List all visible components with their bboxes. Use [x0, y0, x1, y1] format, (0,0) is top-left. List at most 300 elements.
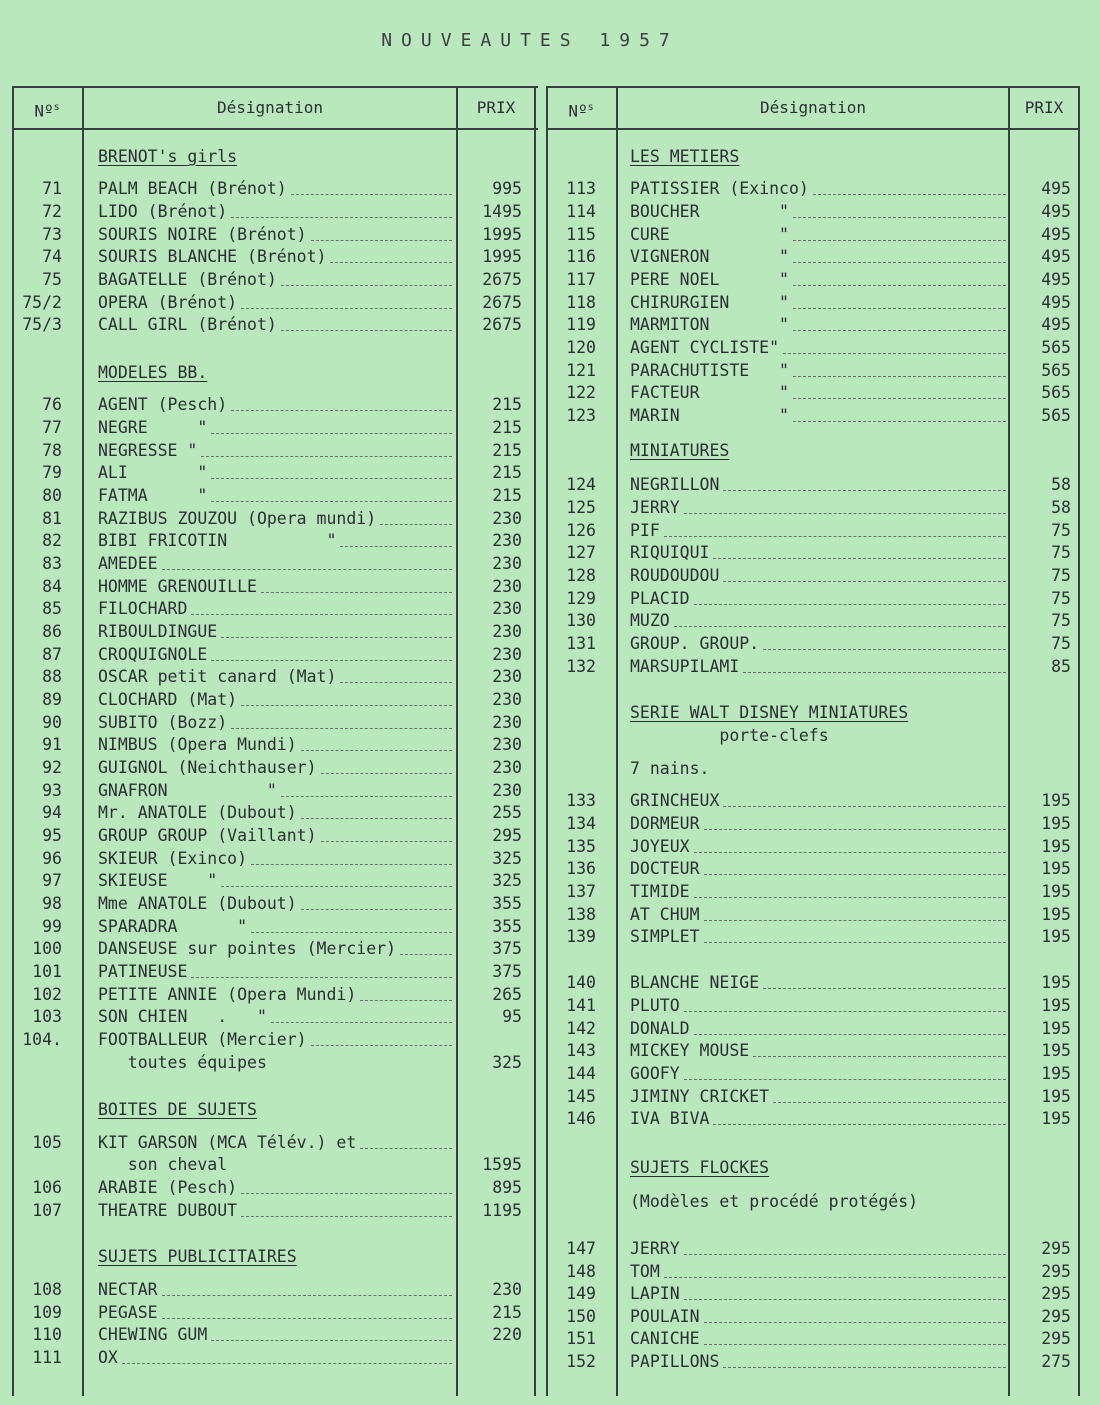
item-price: 230	[492, 509, 522, 528]
table-row	[12, 1200, 538, 1222]
table-row	[12, 1177, 538, 1199]
table-row	[12, 246, 538, 268]
right-table-body	[546, 130, 1080, 1396]
table-row	[12, 621, 538, 643]
table-row	[546, 725, 1080, 747]
section-heading-row	[12, 146, 538, 168]
item-number: 108	[32, 1280, 62, 1299]
leader-line	[664, 1277, 1006, 1278]
item-designation	[98, 598, 458, 620]
item-price: 230	[492, 645, 522, 664]
table-row	[546, 360, 1080, 382]
item-number: 134	[566, 814, 596, 833]
item-price: 195	[1041, 1019, 1071, 1038]
table-row	[12, 1347, 538, 1369]
item-number: 102	[32, 985, 62, 1004]
item-designation-text: KIT GARSON (MCA Télév.) et	[98, 1133, 357, 1152]
item-designation	[98, 394, 458, 416]
section-heading-text: BOITES DE SUJETS	[98, 1100, 257, 1119]
table-row	[12, 598, 538, 620]
leader-line	[674, 626, 1006, 627]
table-row	[12, 689, 538, 711]
leader-line	[162, 1318, 452, 1319]
item-designation-text: TIMIDE	[630, 882, 690, 901]
table-row	[546, 588, 1080, 610]
item-price: 295	[1041, 1307, 1071, 1326]
item-designation	[98, 201, 458, 223]
table-row	[12, 666, 538, 688]
item-designation	[98, 485, 458, 507]
item-number: 128	[566, 566, 596, 585]
item-price: 1995	[482, 225, 522, 244]
leader-line	[281, 285, 452, 286]
section-heading-row	[546, 702, 1080, 724]
table-row	[12, 485, 538, 507]
item-designation	[98, 462, 458, 484]
leader-line	[321, 841, 452, 842]
item-designation	[98, 961, 458, 983]
leader-line	[793, 330, 1006, 331]
item-designation-text: CURE "	[630, 225, 789, 244]
leader-line	[763, 649, 1006, 650]
table-row	[546, 520, 1080, 542]
leader-line	[162, 569, 452, 570]
item-designation-text: RIQUIQUI	[630, 543, 710, 562]
section-heading	[98, 362, 458, 384]
item-number: 126	[566, 521, 596, 540]
item-designation-text: PATISSIER (Exinco)	[630, 179, 809, 198]
table-row	[12, 1006, 538, 1028]
leader-line	[301, 818, 452, 819]
item-price: 295	[1041, 1329, 1071, 1348]
item-designation-text: LAPIN	[630, 1284, 680, 1303]
section-heading-text: SERIE WALT DISNEY MINIATURES	[630, 703, 909, 722]
item-designation	[630, 246, 1012, 268]
item-designation	[630, 474, 1012, 496]
item-designation	[630, 178, 1012, 200]
table-row	[546, 1086, 1080, 1108]
item-designation-text: SKIEUR (Exinco)	[98, 849, 248, 868]
leader-line	[723, 490, 1006, 491]
item-price: 565	[1041, 383, 1071, 402]
table-row	[546, 1063, 1080, 1085]
table-row	[546, 246, 1080, 268]
item-price: 195	[1041, 1064, 1071, 1083]
item-number: 141	[566, 996, 596, 1015]
item-designation-text: GROUP. GROUP.	[630, 634, 760, 653]
item-designation	[630, 1063, 1012, 1085]
item-number: 72	[42, 202, 62, 221]
item-designation	[630, 1108, 1012, 1130]
item-designation	[630, 292, 1012, 314]
item-number: 121	[566, 361, 596, 380]
item-designation	[98, 417, 458, 439]
item-designation	[98, 530, 458, 552]
item-price: 295	[492, 826, 522, 845]
item-designation-text: GUIGNOL (Neichthauser)	[98, 758, 317, 777]
item-designation	[630, 1018, 1012, 1040]
table-row	[12, 984, 538, 1006]
table-row	[12, 224, 538, 246]
table-row	[12, 292, 538, 314]
item-designation	[98, 1324, 458, 1346]
table-row	[546, 1351, 1080, 1373]
leader-line	[271, 1022, 452, 1023]
leader-line	[793, 262, 1006, 263]
table-row	[12, 870, 538, 892]
table-row	[12, 269, 538, 291]
item-designation-text: CANICHE	[630, 1329, 700, 1348]
item-number: 74	[42, 247, 62, 266]
item-number: 97	[42, 871, 62, 890]
item-price: 565	[1041, 406, 1071, 425]
table-top-border	[12, 86, 538, 88]
leader-line	[723, 1367, 1006, 1368]
item-designation-text: CALL GIRL (Brénot)	[98, 315, 277, 334]
table-row	[12, 576, 538, 598]
item-designation-text: 7 nains.	[630, 759, 710, 778]
item-designation-text: DORMEUR	[630, 814, 700, 833]
table-row	[12, 440, 538, 462]
table-row	[546, 224, 1080, 246]
item-designation	[630, 995, 1012, 1017]
item-designation-text: FOOTBALLEUR (Mercier)	[98, 1030, 307, 1049]
leader-line	[122, 1363, 452, 1364]
item-number: 116	[566, 247, 596, 266]
item-designation-text: FILOCHARD	[98, 599, 188, 618]
item-designation-text: LIDO (Brénot)	[98, 202, 228, 221]
table-row	[546, 178, 1080, 200]
item-designation	[630, 497, 1012, 519]
section-heading-row	[546, 440, 1080, 462]
item-number: 145	[566, 1087, 596, 1106]
item-designation-text: JOYEUX	[630, 837, 690, 856]
item-number: 115	[566, 225, 596, 244]
table-row	[546, 1040, 1080, 1062]
item-number: 106	[32, 1178, 62, 1197]
item-number: 101	[32, 962, 62, 981]
table-row	[546, 995, 1080, 1017]
item-number: 75	[42, 270, 62, 289]
leader-line	[251, 864, 452, 865]
item-designation-text: NEGRE "	[98, 418, 208, 437]
item-designation-text: OPERA (Brénot)	[98, 293, 238, 312]
item-number: 137	[566, 882, 596, 901]
header-num: Nº$^s$	[34, 101, 60, 121]
leader-line	[684, 1011, 1006, 1012]
leader-line	[231, 410, 452, 411]
item-number: 136	[566, 859, 596, 878]
item-designation-text: Mr. ANATOLE (Dubout)	[98, 803, 297, 822]
leader-line	[211, 433, 452, 434]
document-title: NOUVEAUTES 1957	[381, 30, 679, 51]
leader-line	[694, 852, 1006, 853]
item-number: 143	[566, 1041, 596, 1060]
item-price: 195	[1041, 859, 1071, 878]
leader-line	[360, 1000, 452, 1001]
leader-line	[793, 217, 1006, 218]
item-designation	[98, 246, 458, 268]
table-row	[546, 1328, 1080, 1350]
item-designation	[630, 758, 1012, 780]
item-price: 995	[492, 179, 522, 198]
leader-line	[291, 194, 452, 195]
item-designation	[98, 1279, 458, 1301]
leader-line	[793, 308, 1006, 309]
item-designation	[98, 689, 458, 711]
item-price: 325	[492, 849, 522, 868]
item-price: 265	[492, 985, 522, 1004]
item-number: 88	[42, 667, 62, 686]
item-designation-text: SOURIS BLANCHE (Brénot)	[98, 247, 327, 266]
item-designation-text: ROUDOUDOU	[630, 566, 720, 585]
leader-line	[743, 672, 1006, 673]
table-row	[546, 314, 1080, 336]
item-designation-text: GROUP GROUP (Vaillant)	[98, 826, 317, 845]
item-designation	[98, 644, 458, 666]
table-row	[12, 780, 538, 802]
item-designation	[98, 848, 458, 870]
section-heading-row	[12, 1246, 538, 1268]
leader-line	[704, 942, 1006, 943]
table-row	[546, 972, 1080, 994]
item-designation	[98, 802, 458, 824]
item-designation	[98, 269, 458, 291]
table-row	[12, 848, 538, 870]
item-designation-text: PLACID	[630, 589, 690, 608]
table-row	[546, 269, 1080, 291]
section-heading	[98, 146, 458, 168]
table-row	[12, 1132, 538, 1154]
item-price: 195	[1041, 973, 1071, 992]
item-designation	[630, 588, 1012, 610]
item-designation	[98, 440, 458, 462]
item-designation	[630, 610, 1012, 632]
item-designation	[630, 314, 1012, 336]
item-designation	[630, 1191, 1012, 1213]
item-number: 119	[566, 315, 596, 334]
leader-line	[684, 1299, 1006, 1300]
leader-line	[753, 1056, 1006, 1057]
leader-line	[704, 874, 1006, 875]
item-designation	[630, 1238, 1012, 1260]
item-price: 75	[1051, 521, 1071, 540]
item-designation	[98, 757, 458, 779]
item-designation	[98, 508, 458, 530]
item-designation	[630, 790, 1012, 812]
item-number: 109	[32, 1303, 62, 1322]
item-designation-text: PARACHUTISTE "	[630, 361, 789, 380]
item-price: 195	[1041, 837, 1071, 856]
item-price: 220	[492, 1325, 522, 1344]
item-number: 85	[42, 599, 62, 618]
item-price: 195	[1041, 1087, 1071, 1106]
item-designation-text: BAGATELLE (Brénot)	[98, 270, 277, 289]
item-designation	[630, 858, 1012, 880]
item-price: 230	[492, 599, 522, 618]
leader-line	[321, 773, 452, 774]
item-price: 230	[492, 758, 522, 777]
section-heading	[630, 146, 1012, 168]
item-designation	[630, 1351, 1012, 1373]
table-row	[12, 530, 538, 552]
item-price: 230	[492, 690, 522, 709]
section-heading-text: MODELES BB.	[98, 363, 208, 382]
item-designation-text: JERRY	[630, 1239, 680, 1258]
leader-line	[241, 308, 452, 309]
section-heading-text: MINIATURES	[630, 441, 730, 460]
leader-line	[191, 977, 452, 978]
table-row	[12, 1052, 538, 1074]
table-row	[12, 802, 538, 824]
item-designation	[98, 576, 458, 598]
item-designation-text: toutes équipes	[98, 1053, 267, 1072]
table-row	[12, 1302, 538, 1324]
item-designation-text: porte-clefs	[630, 726, 829, 745]
table-row	[12, 201, 538, 223]
section-heading	[98, 1246, 458, 1268]
item-designation	[630, 1283, 1012, 1305]
item-designation	[98, 224, 458, 246]
item-number: 111	[32, 1348, 62, 1367]
item-designation-text: OSCAR petit canard (Mat)	[98, 667, 337, 686]
leader-line	[231, 728, 452, 729]
table-row	[12, 462, 538, 484]
item-designation	[98, 292, 458, 314]
item-price: 295	[1041, 1284, 1071, 1303]
table-row	[546, 610, 1080, 632]
item-price: 230	[492, 735, 522, 754]
item-designation-text: PETITE ANNIE (Opera Mundi)	[98, 985, 357, 1004]
item-designation	[98, 780, 458, 802]
item-designation-text: ARABIE (Pesch)	[98, 1178, 238, 1197]
item-designation	[630, 405, 1012, 427]
item-designation-text: GNAFRON "	[98, 781, 277, 800]
item-price: 215	[492, 418, 522, 437]
item-designation	[630, 656, 1012, 678]
item-designation-text: JIMINY CRICKET	[630, 1087, 770, 1106]
leader-line	[813, 194, 1006, 195]
item-designation	[98, 314, 458, 336]
leader-line	[664, 536, 1006, 537]
item-designation-text: CROQUIGNOLE	[98, 645, 208, 664]
item-price: 2675	[482, 315, 522, 334]
item-price: 95	[502, 1007, 522, 1026]
leader-line	[241, 1193, 452, 1194]
leader-line	[380, 524, 452, 525]
item-number: 144	[566, 1064, 596, 1083]
leader-line	[694, 1034, 1006, 1035]
item-number: 79	[42, 463, 62, 482]
item-designation-text: SPARADRA "	[98, 917, 248, 936]
item-price: 195	[1041, 927, 1071, 946]
item-price: 495	[1041, 225, 1071, 244]
item-number: 93	[42, 781, 62, 800]
item-number: 96	[42, 849, 62, 868]
item-designation	[630, 813, 1012, 835]
item-designation	[98, 870, 458, 892]
table-row	[12, 825, 538, 847]
table-row	[546, 201, 1080, 223]
leader-line	[211, 501, 452, 502]
item-number: 94	[42, 803, 62, 822]
item-price: 195	[1041, 1041, 1071, 1060]
item-designation-text: NEGRESSE "	[98, 441, 198, 460]
item-price: 325	[492, 871, 522, 890]
item-number: 148	[566, 1262, 596, 1281]
item-price: 230	[492, 554, 522, 573]
item-designation-text: PERE NOEL "	[630, 270, 789, 289]
item-designation-text: JERRY	[630, 498, 680, 517]
leader-line	[231, 217, 452, 218]
leader-line	[723, 806, 1006, 807]
item-number: 114	[566, 202, 596, 221]
item-price: 495	[1041, 270, 1071, 289]
leader-line	[162, 1295, 452, 1296]
item-price: 75	[1051, 611, 1071, 630]
item-price: 495	[1041, 179, 1071, 198]
section-heading-row	[12, 1099, 538, 1121]
leader-line	[400, 954, 452, 955]
item-designation-text: THEATRE DUBOUT	[98, 1201, 238, 1220]
item-designation-text: SUBITO (Bozz)	[98, 713, 228, 732]
item-number: 71	[42, 179, 62, 198]
table-row	[546, 405, 1080, 427]
item-price: 355	[492, 917, 522, 936]
item-designation-text: CHIRURGIEN "	[630, 293, 789, 312]
item-number: 131	[566, 634, 596, 653]
item-designation-text: BLANCHE NEIGE	[630, 973, 760, 992]
item-designation-text: AGENT (Pesch)	[98, 395, 228, 414]
leader-line	[684, 1079, 1006, 1080]
item-price: 230	[492, 667, 522, 686]
leader-line	[704, 920, 1006, 921]
item-price: 495	[1041, 293, 1071, 312]
leader-line	[340, 546, 452, 547]
item-price: 1595	[482, 1155, 522, 1174]
item-price: 295	[1041, 1239, 1071, 1258]
table-row	[12, 508, 538, 530]
table-row	[546, 633, 1080, 655]
section-heading-text: LES METIERS	[630, 147, 740, 166]
table-row	[546, 1191, 1080, 1213]
item-number: 87	[42, 645, 62, 664]
item-number: 123	[566, 406, 596, 425]
leader-line	[694, 604, 1006, 605]
table-row	[546, 1261, 1080, 1283]
item-price: 58	[1051, 498, 1071, 517]
item-designation-text: DANSEUSE sur pointes (Mercier)	[98, 939, 397, 958]
item-designation-text: PALM BEACH (Brénot)	[98, 179, 287, 198]
item-designation-text: MICKEY MOUSE	[630, 1041, 750, 1060]
item-price: 2675	[482, 293, 522, 312]
table-top-border	[546, 86, 1080, 88]
item-designation-text: MARSUPILAMI	[630, 657, 740, 676]
item-designation-text: AGENT CYCLISTE"	[630, 338, 780, 357]
table-row	[546, 904, 1080, 926]
item-price: 75	[1051, 634, 1071, 653]
left-table	[12, 86, 538, 1396]
item-designation	[98, 1302, 458, 1324]
item-designation	[98, 825, 458, 847]
table-row	[546, 656, 1080, 678]
table-row	[546, 542, 1080, 564]
leader-line	[241, 705, 452, 706]
item-price: 1495	[482, 202, 522, 221]
header-price: PRIX	[476, 98, 516, 117]
item-designation-text: PLUTO	[630, 996, 680, 1015]
item-designation-text: BOUCHER "	[630, 202, 789, 221]
